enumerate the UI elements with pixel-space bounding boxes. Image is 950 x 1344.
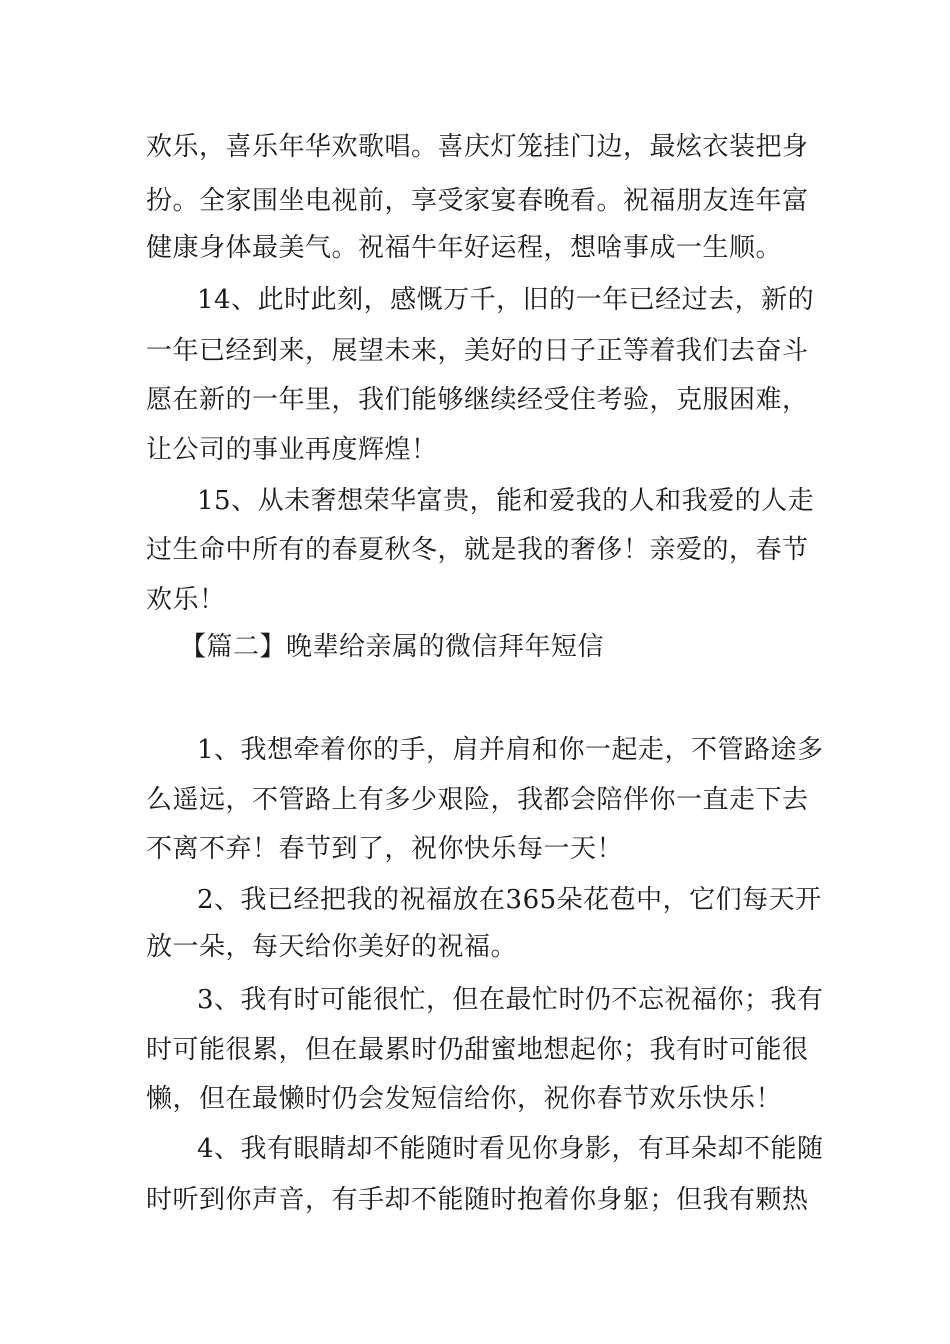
paragraph-first-line: 1、我想牵着你的手，肩并肩和你一起走，不管路途多 xyxy=(197,735,824,765)
text-line: 放一朵，每天给你美好的祝福。 xyxy=(146,932,518,962)
text-line: 愿在新的一年里，我们能够继续经受住考验，克服困难， xyxy=(146,385,809,415)
paragraph-first-line: 2、我已经把我的祝福放在365朵花苞中，它们每天开 xyxy=(197,885,822,915)
text-line: 时听到你声音，有手却不能随时抱着你身躯；但我有颗热 xyxy=(146,1185,809,1215)
paragraph-first-line: 14、此时此刻，感慨万千，旧的一年已经过去，新的 xyxy=(197,285,815,315)
text-line: 过生命中所有的春夏秋冬，就是我的奢侈！亲爱的，春节 xyxy=(146,535,809,565)
text-line: 么遥远，不管路上有多少艰险，我都会陪伴你一直走下去 xyxy=(146,785,809,815)
paragraph-first-line: 4、我有眼睛却不能随时看见你身影，有耳朵却不能随 xyxy=(197,1134,824,1164)
text-line: 健康身体最美气。祝福牛年好运程，想啥事成一生顺。 xyxy=(146,233,783,263)
text-line: 扮。全家围坐电视前，享受家宴春晚看。祝福朋友连年富 xyxy=(146,186,809,216)
text-line: 懒，但在最懒时仍会发短信给你，祝你春节欢乐快乐！ xyxy=(146,1084,783,1114)
section-heading: 【篇二】晚辈给亲属的微信拜年短信 xyxy=(180,632,605,662)
text-line: 时可能很累，但在最累时仍甜蜜地想起你；我有时可能很 xyxy=(146,1035,809,1065)
text-line: 让公司的事业再度辉煌！ xyxy=(146,435,438,465)
paragraph-first-line: 3、我有时可能很忙，但在最忙时仍不忘祝福你；我有 xyxy=(197,985,824,1015)
text-line: 不离不弃！春节到了，祝你快乐每一天！ xyxy=(146,834,624,864)
paragraph-first-line: 15、从未奢想荣华富贵，能和爱我的人和我爱的人走 xyxy=(197,486,815,516)
text-line: 欢乐，喜乐年华欢歌唱。喜庆灯笼挂门边，最炫衣装把身 xyxy=(146,132,809,162)
text-line: 欢乐！ xyxy=(146,585,226,615)
text-line: 一年已经到来，展望未来，美好的日子正等着我们去奋斗 xyxy=(146,336,809,366)
